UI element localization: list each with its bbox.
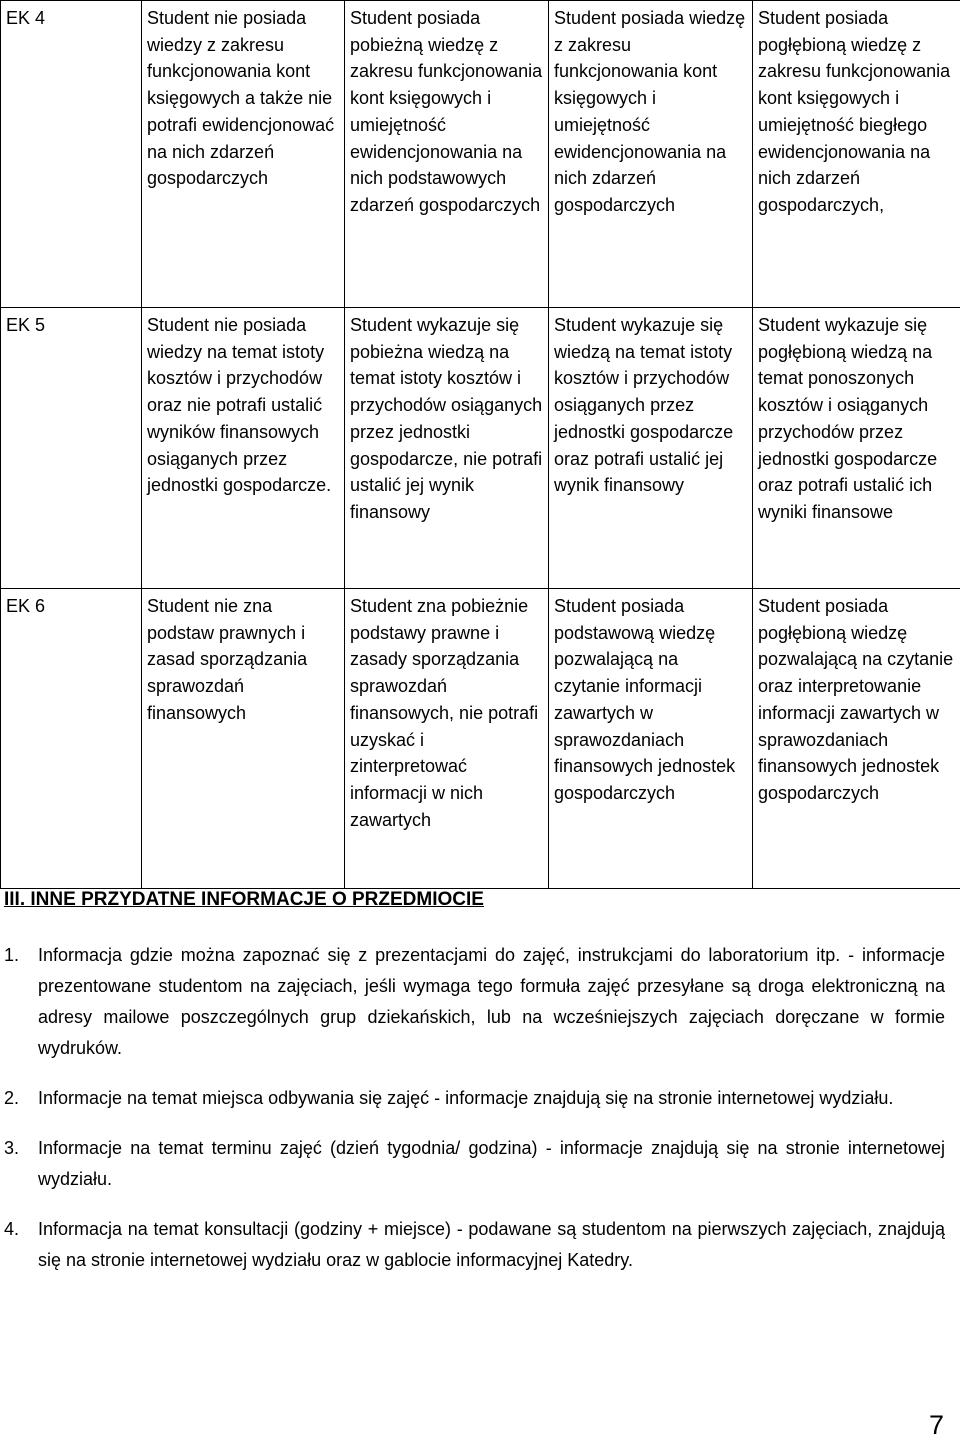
- item-text: Informacje na temat miejsca odbywania się zajęć - informacje znajdują się na stronie internetowej wydziału.: [38, 1088, 894, 1108]
- item-number: 2.: [4, 1088, 20, 1108]
- grade-3-cell: Student zna pobieżnie podstawy prawne i zasady sporządzania sprawozdań finansowych, nie potrafi uzyskać i zinterpretować informacji w nich zawartych: [345, 589, 549, 889]
- list-item: [0, 1133, 945, 1195]
- table-row-ek6: [1, 589, 960, 889]
- grade-5-cell: Student wykazuje się pogłębioną wiedzą na temat ponoszonych kosztów i osiąganych przychodów przez jednostki gospodarcze oraz potrafi ustalić ich wyniki finansowe: [753, 308, 960, 589]
- grade-5-cell: Student posiada pogłębioną wiedzę z zakresu funkcjonowania kont księgowych i umiejętność biegłego ewidencjonowania na nich zdarzeń gospodarczych,: [753, 1, 960, 308]
- grade-2-cell: Student nie posiada wiedzy z zakresu funkcjonowania kont księgowych a także nie potrafi ewidencjonować na nich zdarzeń gospodarczych: [142, 1, 345, 308]
- effect-code-cell: EK 6: [1, 589, 142, 889]
- item-text: Informacja na temat konsultacji (godziny + miejsce) - podawane są studentom na pierwszych zajęciach, znajdują się na stronie internetowej wydziału oraz w gablocie informacyjnej Katedry.: [38, 1219, 945, 1270]
- item-text: Informacja gdzie można zapoznać się z prezentacjami do zajęć, instrukcjami do laboratorium itp. - informacje prezentowane studentom na zajęciach, jeśli wymaga tego formuła zajęć przesyłane są droga elektroniczną na adresy mailowe poszczególnych grup dziekańskich, lub na wcześniejszych zajęciach doręczane w formie wydruków.: [38, 945, 945, 1058]
- grade-2-cell: Student nie posiada wiedzy na temat istoty kosztów i przychodów oraz nie potrafi ustalić wyników finansowych osiąganych przez jednostki gospodarcze.: [142, 308, 345, 589]
- section-title: III. INNE PRZYDATNE INFORMACJE O PRZEDMIOCIE: [4, 889, 484, 910]
- effect-code-cell: EK 4: [1, 1, 142, 308]
- list-item: [0, 1214, 945, 1276]
- list-item: [0, 940, 945, 1064]
- grade-4-cell: Student posiada podstawową wiedzę pozwalającą na czytanie informacji zawartych w sprawozdaniach finansowych jednostek gospodarczych: [549, 589, 753, 889]
- grade-3-cell: Student posiada pobieżną wiedzę z zakresu funkcjonowania kont księgowych i umiejętność ewidencjonowania na nich podstawowych zdarzeń gospodarczych: [345, 1, 549, 308]
- item-text: Informacje na temat terminu zajęć (dzień tygodnia/ godzina) - informacje znajdują się na stronie internetowej wydziału.: [38, 1138, 945, 1189]
- grade-3-cell: Student wykazuje się pobieżna wiedzą na temat istoty kosztów i przychodów osiąganych przez jednostki gospodarcze, nie potrafi ustalić jej wynik finansowy: [345, 308, 549, 589]
- table-row-ek5: [1, 308, 960, 589]
- grade-4-cell: Student posiada wiedzę z zakresu funkcjonowania kont księgowych i umiejętność ewidencjonowania na nich zdarzeń gospodarczych: [549, 1, 753, 308]
- list-item: [0, 1083, 945, 1114]
- effect-code-cell: EK 5: [1, 308, 142, 589]
- grade-5-cell: Student posiada pogłębioną wiedzę pozwalającą na czytanie oraz interpretowanie informacji zawartych w sprawozdaniach finansowych jednostek gospodarczych: [753, 589, 960, 889]
- item-number: 4.: [4, 1219, 20, 1239]
- page-number: 7: [928, 1410, 944, 1440]
- item-number: 3.: [4, 1138, 20, 1158]
- grade-4-cell: Student wykazuje się wiedzą na temat istoty kosztów i przychodów osiąganych przez jednostki gospodarcze oraz potrafi ustalić jej wynik finansowy: [549, 308, 753, 589]
- info-list: [0, 940, 945, 1295]
- grade-2-cell: Student nie zna podstaw prawnych i zasad sporządzania sprawozdań finansowych: [142, 589, 345, 889]
- table-row-ek4: [1, 1, 960, 308]
- item-number: 1.: [4, 945, 20, 965]
